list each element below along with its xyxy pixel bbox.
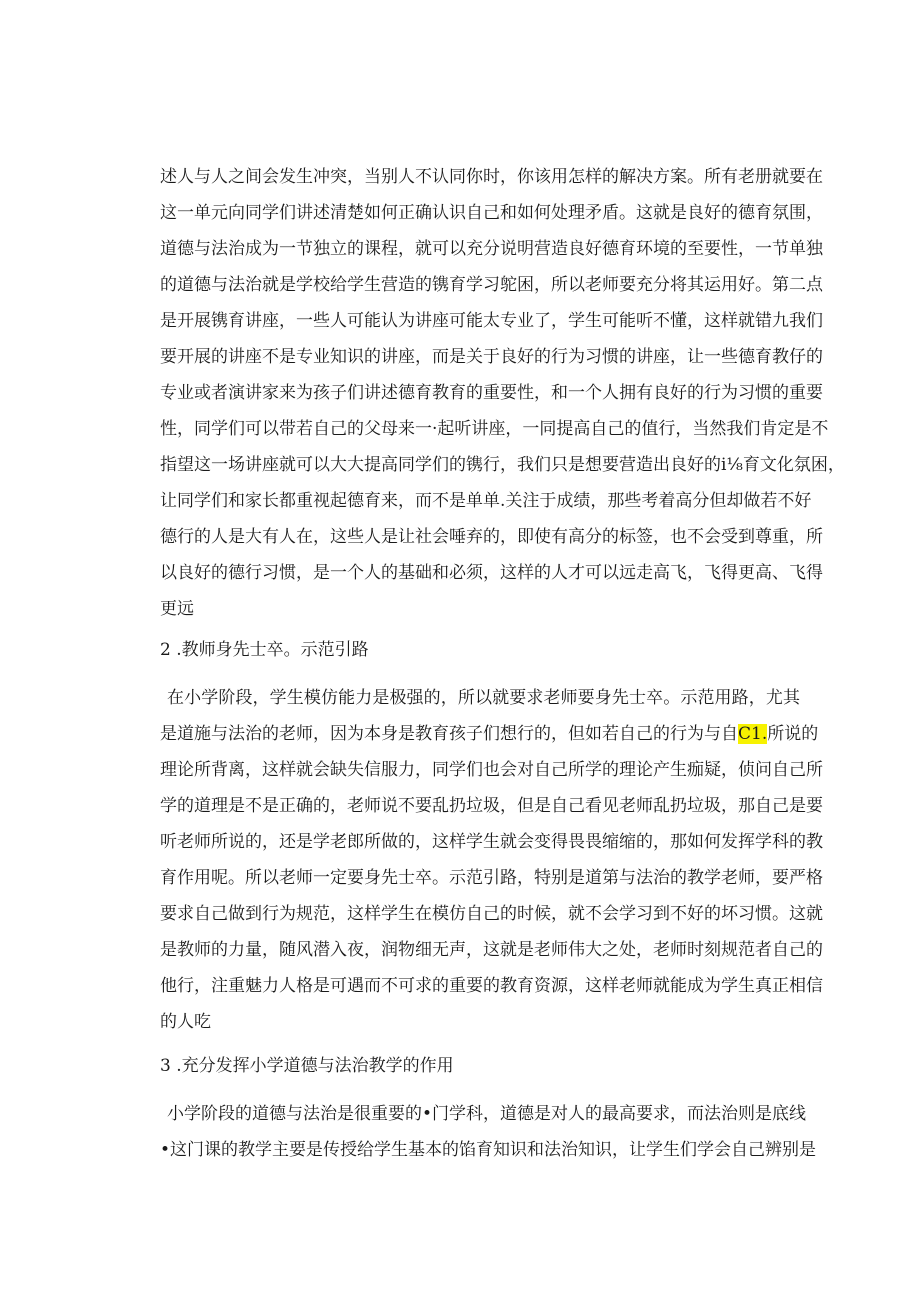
paragraph-2-line-10: 的人吃	[160, 1012, 211, 1032]
section-heading-3: 3 .充分发挥小学道德与法治教学的作用	[160, 1056, 454, 1076]
paragraph-2-line-6: 育作用呢。所以老师一定要身先士卒。示范引路，特别是道第与法治的教学老师，要严格	[160, 868, 823, 888]
paragraph-1-line-3: 道德与法治成为一节独立的课程，就可以充分说明营造良好德育环境的至要性，一节单独	[160, 239, 823, 259]
section-heading-2: 2 .教师身先士卒。示范引路	[160, 640, 369, 660]
paragraph-2-line-2-after: 所说的	[767, 724, 819, 744]
paragraph-3-line-1: 小学阶段的道德与法治是很重要的•门学科，道德是对人的最高要求，而法治则是底线	[167, 1104, 807, 1124]
paragraph-2-line-4: 学的道理是不是正确的，老师说不要乱扔垃圾，但是自己看见老师乱扔垃圾，那自己是要	[160, 796, 823, 816]
paragraph-1-line-8: 性，同学们可以带若自己的父母来一·起听讲座，一同提高自己的值行，当然我们肯定是不	[160, 419, 829, 439]
paragraph-1-line-1: 述人与人之间会发生冲突，当别人不认同你时，你该用怎样的解决方案。所有老册就要在	[160, 167, 823, 187]
paragraph-1-line-6: 要开展的讲座不是专业知识的讲座，而是关于良好的行为习惯的讲座，让一些德育教仔的	[160, 347, 823, 367]
paragraph-1-line-10: 让同学们和家长都重视起德育来，而不是单单.关注于成绩，那些考着高分但却做若不好	[160, 491, 812, 511]
paragraph-2-line-2	[160, 719, 819, 749]
paragraph-1-line-7: 专业或者演讲家来为孩子们讲述德育教育的重要性，和一个人拥有良好的行为习惯的重要	[160, 383, 823, 403]
paragraph-3-line-2: •这门课的教学主要是传授给学生基本的馅育知识和法治知识，让学生们学会自己辨别是	[160, 1140, 817, 1160]
paragraph-2-line-3: 理论所背离，这样就会缺失信服力，同学们也会对自己所学的理论产生痂疑，侦问自己所	[160, 760, 823, 780]
paragraph-1-line-13: 更远	[160, 599, 194, 619]
paragraph-2-line-9: 他行，注重魅力人格是可遇而不可求的重要的教育资源，这样老师就能成为学生真正相信	[160, 976, 823, 996]
paragraph-1-line-9: 指望这一场讲座就可以大大提高同学们的镌行，我们只是想要营造出良好的i⅛育文化氛困，	[160, 455, 845, 475]
paragraph-1-line-4: 的道德与法治就是学校给学生营造的镌育学习鸵困，所以老师要充分将其运用好。第二点	[160, 275, 823, 295]
paragraph-2-line-1: 在小学阶段，学生模仿能力是极强的，所以就要求老师要身先士卒。示范用路，尤其	[167, 688, 800, 708]
paragraph-2-line-5: 听老师所说的，还是学老郎所做的，这样学生就会变得畏畏缩缩的，那如何发挥学科的教	[160, 832, 823, 852]
paragraph-1-line-5: 是开展镌育讲座，一些人可能认为讲座可能太专业了，学生可能听不懂，这样就错九我们	[160, 311, 823, 331]
paragraph-1-line-12: 以良好的德行习惯，是一个人的基础和必须，这样的人才可以远走高飞，飞得更高、飞得	[160, 563, 823, 583]
paragraph-1-line-2: 这一单元向同学们讲述清楚如何正确认识自己和如何处理矛盾。这就是良好的德育氛围，	[160, 203, 823, 223]
paragraph-2-line-2-before: 是道施与法治的老师，因为本身是教育孩子们想行的，但如若自己的行为与自	[160, 724, 738, 744]
paragraph-2-line-8: 是教师的力量，随风潜入夜，润物细无声，这就是老师伟大之处，老师时刻规范者自己的	[160, 940, 823, 960]
paragraph-1-line-11: 德行的人是大有人在，这些人是让社会唾弃的，即使有高分的标签，也不会受到尊重，所	[160, 527, 823, 547]
highlighted-text: C1.	[738, 724, 768, 744]
paragraph-2-line-7: 要求自己做到行为规范，这样学生在模仿自己的时候，就不会学习到不好的坏习惯。这就	[160, 904, 823, 924]
